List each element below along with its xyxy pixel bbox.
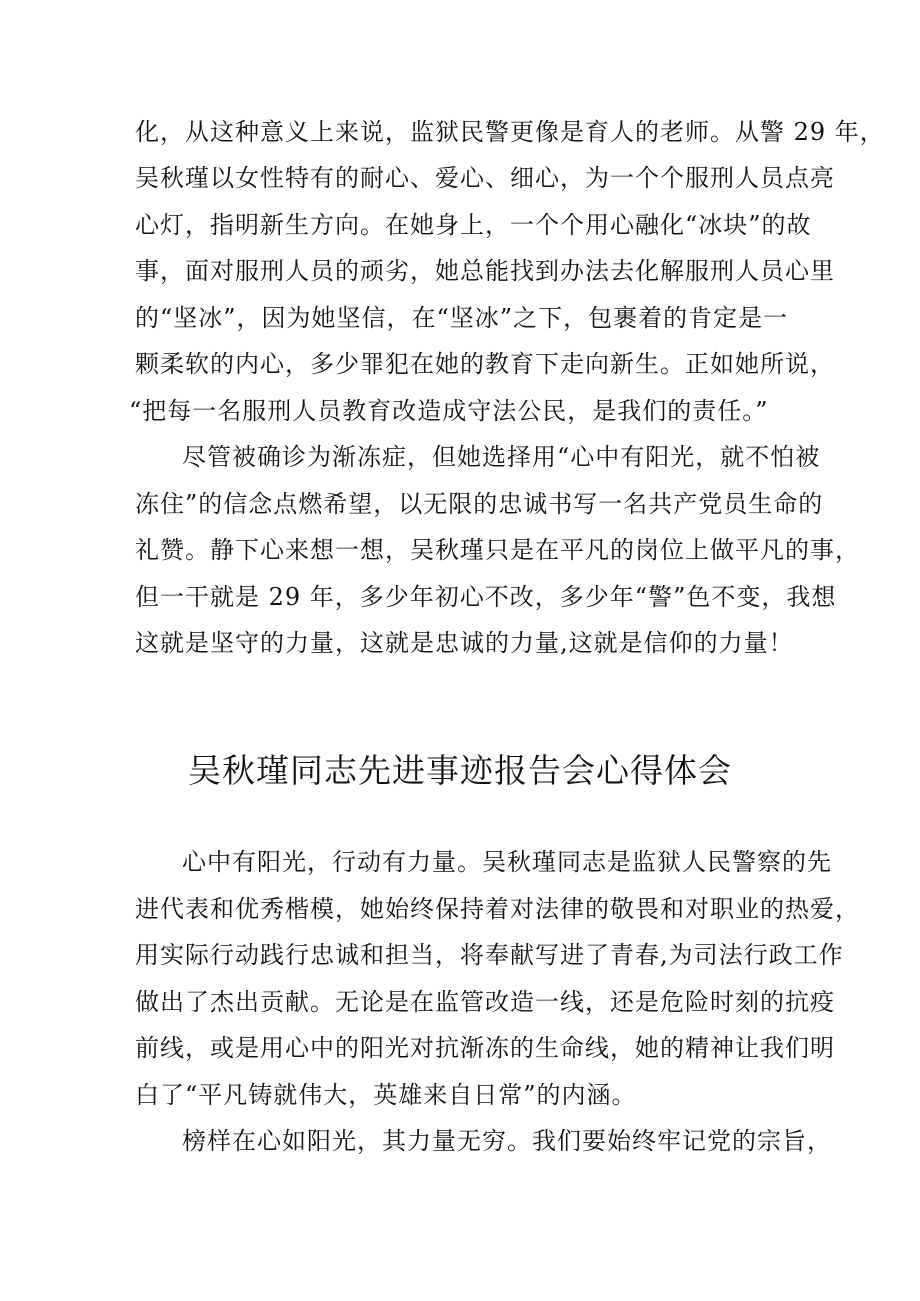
paragraph-line: 用实际行动践行忠诚和担当，将奉献写进了青春,为司法行政工作 xyxy=(135,941,844,969)
paragraph-line: 心灯，指明新生方向。在她身上，一个个用心融化“冰块”的故 xyxy=(135,211,812,239)
paragraph-line: 做出了杰出贡献。无论是在监管改造一线，还是危险时刻的抗疫 xyxy=(135,988,835,1016)
paragraph-line: 心中有阳光，行动有力量。吴秋瑾同志是监狱人民警察的先 xyxy=(182,848,832,876)
paragraph-line: 但一干就是 29 年，多少年初心不改，多少年“警”色不变，我想 xyxy=(135,583,837,611)
paragraph-line: 这就是坚守的力量，这就是忠诚的力量,这就是信仰的力量！ xyxy=(135,629,794,657)
paragraph-line: 吴秋瑾以女性特有的耐心、爱心、细心，为一个个服刑人员点亮 xyxy=(135,164,835,192)
paragraph-line: 礼赞。静下心来想一想，吴秋瑾只是在平凡的岗位上做平凡的事， xyxy=(135,536,860,564)
paragraph-line: “把每一名服刑人员教育改造成守法公民，是我们的责任。” xyxy=(129,397,769,425)
paragraph-line: 化，从这种意义上来说，监狱民警更像是育人的老师。从警 29 年， xyxy=(135,118,885,146)
paragraph-line: 进代表和优秀楷模，她始终保持着对法律的敬畏和对职业的热爱， xyxy=(135,895,860,923)
paragraph-line: 颗柔软的内心，多少罪犯在她的教育下走向新生。正如她所说， xyxy=(135,350,835,378)
paragraph-line: 尽管被确诊为渐冻症，但她选择用“心中有阳光，就不怕被 xyxy=(182,443,821,471)
paragraph-line: 榜样在心如阳光，其力量无穷。我们要始终牢记党的宗旨， xyxy=(182,1127,832,1155)
paragraph-line: 前线，或是用心中的阳光对抗渐冻的生命线，她的精神让我们明 xyxy=(135,1034,835,1062)
paragraph-line: 白了“平凡铸就伟大，英雄来自日常”的内涵。 xyxy=(135,1081,637,1109)
paragraph-line: 事，面对服刑人员的顽劣，她总能找到办法去化解服刑人员心里 xyxy=(135,257,835,285)
paragraph-line: 冻住”的信念点燃希望，以无限的忠诚书写一名共产党员生命的 xyxy=(135,490,824,518)
article-title: 吴秋瑾同志先进事迹报告会心得体会 xyxy=(188,751,732,790)
paragraph-line: 的“坚冰”，因为她坚信，在“坚冰”之下，包裹着的肯定是一 xyxy=(135,304,789,332)
